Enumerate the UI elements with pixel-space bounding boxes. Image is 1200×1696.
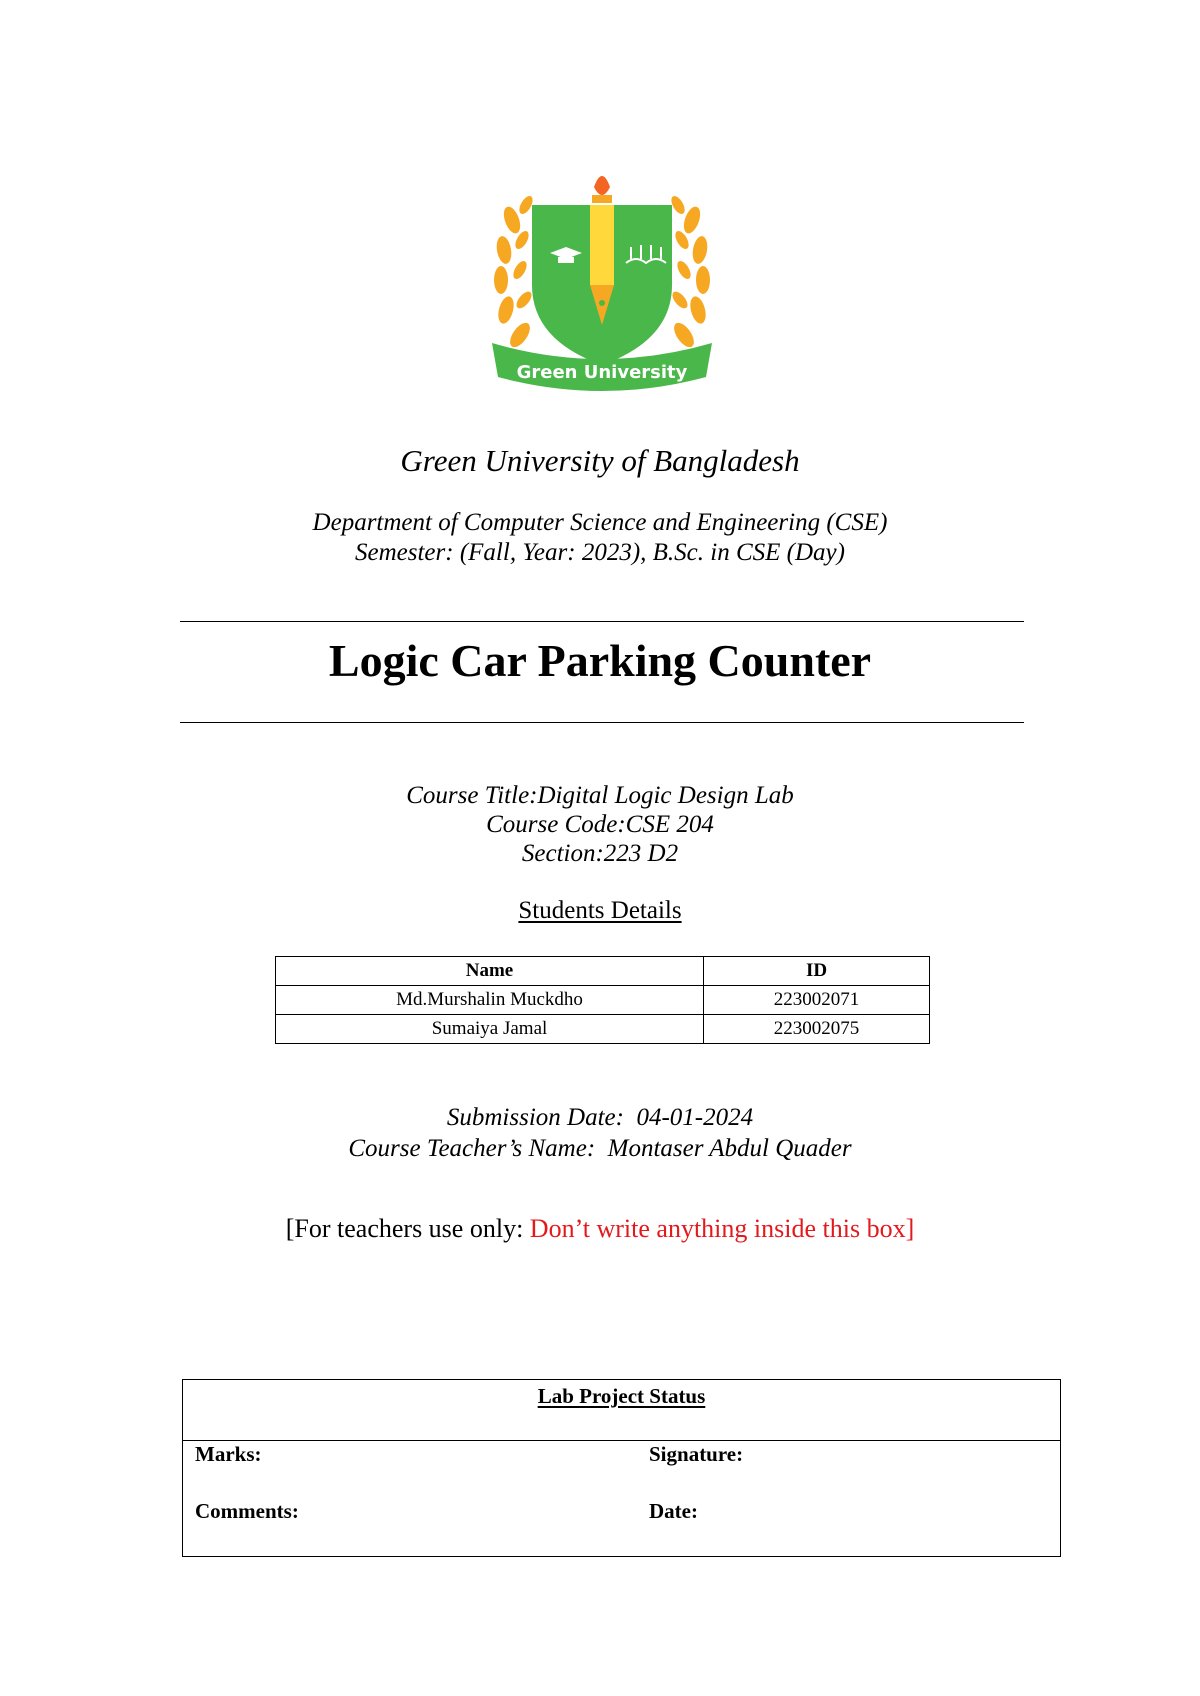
teacher-note-prefix: [For teachers use only: — [285, 1214, 530, 1243]
teacher-note — [0, 1214, 1200, 1244]
student-id: 223002071 — [704, 986, 930, 1015]
student-id: 223002075 — [704, 1015, 930, 1044]
semester-info: Semester: (Fall, Year: 2023), B.Sc. in CSE (Day) — [355, 539, 845, 566]
column-header-id: ID — [704, 957, 930, 986]
table-row — [276, 986, 930, 1015]
teacher-note-suffix: ] — [905, 1214, 915, 1243]
department-name: Department of Computer Science and Engineering (CSE) — [312, 509, 888, 536]
logo-text: Green University — [516, 362, 688, 383]
laurel-left-icon — [494, 194, 535, 351]
course-title: Course Title:Digital Logic Design Lab — [406, 782, 794, 809]
title-rule-top — [180, 621, 1024, 622]
laurel-right-icon — [669, 194, 710, 351]
status-box-title: Lab Project Status — [537, 1384, 706, 1408]
column-header-name: Name — [276, 957, 704, 986]
teacher-note-warning: Don’t write anything inside this box — [529, 1214, 906, 1243]
course-teacher: Course Teacher’s Name: Montaser Abdul Quader — [348, 1135, 852, 1162]
university-logo — [484, 165, 720, 395]
report-title: Logic Car Parking Counter — [328, 635, 872, 686]
student-name: Sumaiya Jamal — [276, 1015, 704, 1044]
status-box-header — [183, 1380, 1060, 1441]
marks-label: Marks: — [195, 1442, 262, 1466]
university-name: Green University of Bangladesh — [400, 443, 800, 478]
title-rule-bottom — [180, 722, 1024, 723]
students-table — [275, 956, 930, 1044]
table-header-row — [276, 957, 930, 986]
submission-info — [0, 1102, 1200, 1164]
comments-label: Comments: — [195, 1499, 299, 1523]
date-label: Date: — [649, 1499, 698, 1523]
lab-project-status-box — [182, 1379, 1061, 1557]
signature-label: Signature: — [649, 1442, 744, 1466]
student-name: Md.Murshalin Muckdho — [276, 986, 704, 1015]
students-heading: Students Details — [518, 897, 682, 924]
department-block — [0, 508, 1200, 568]
course-info — [0, 781, 1200, 868]
course-section: Section:223 D2 — [521, 840, 679, 867]
submission-date: Submission Date: 04-01-2024 — [446, 1104, 754, 1131]
table-row — [276, 1015, 930, 1044]
course-code: Course Code:CSE 204 — [486, 811, 714, 838]
